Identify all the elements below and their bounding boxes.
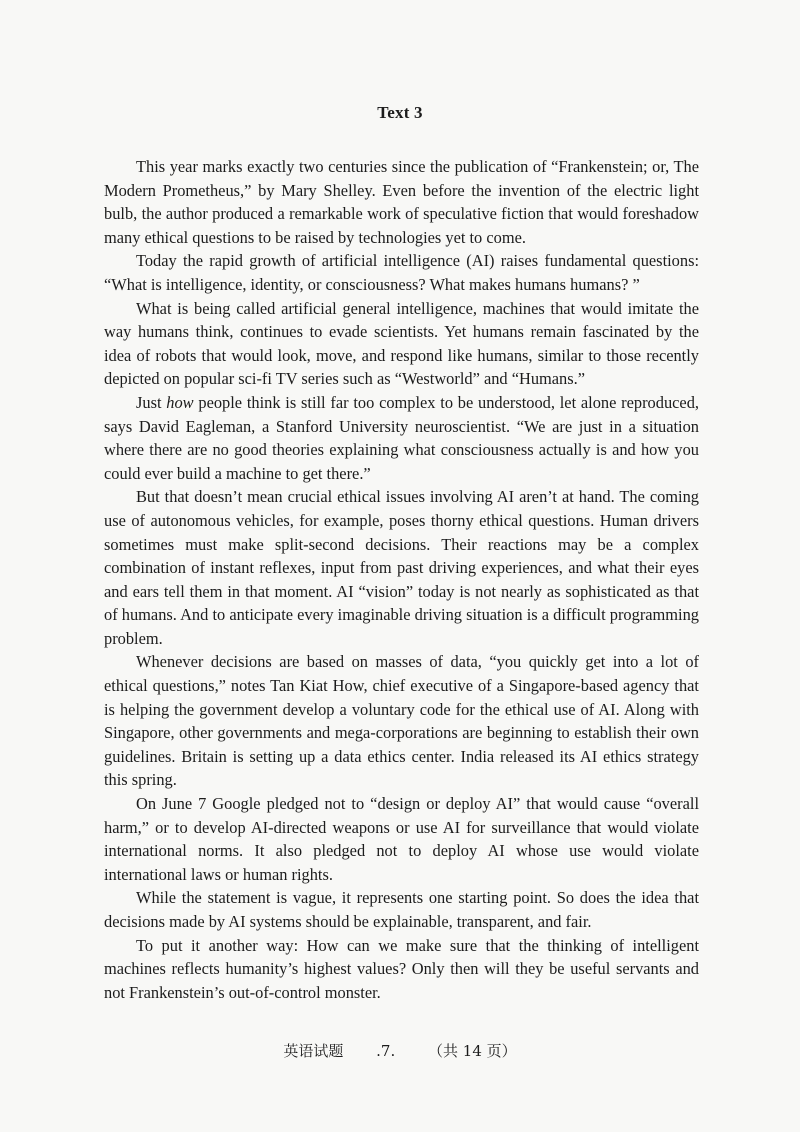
paragraph-2: Today the rapid growth of artificial intelligence (AI) raises fundamental questions: “What is intelligence, identity, or consciousness? What makes humans humans? ” (104, 251, 699, 294)
paragraph-7: On June 7 Google pledged not to “design or deploy AI” that would cause “overall harm,” or to develop AI-directed weapons or use AI for surveillance that would violate international norms. It also pledged not to deploy AI whose use would violate international laws or human rights. (104, 794, 699, 884)
footer-total-pages: （共 14 页） (428, 1042, 517, 1060)
paragraph-4-prefix: Just (136, 392, 167, 412)
page-footer (0, 1041, 800, 1061)
paragraph-6: Whenever decisions are based on masses of data, “you quickly get into a lot of ethical questions,” notes Tan Kiat How, chief executive of a Singapore-based agency that is helping the government develop a voluntary code for the ethical use of AI. Along with Singapore, other governments and mega-corporations are beginning to establish their own guidelines. Britain is setting up a data ethics center. India released its AI ethics strategy this spring. (104, 652, 699, 790)
footer-subject: 英语试题 (283, 1042, 344, 1060)
paragraph-8: While the statement is vague, it represents one starting point. So does the idea that decisions made by AI systems should be explainable, transparent, and fair. (104, 888, 699, 931)
paragraph-5: But that doesn’t mean crucial ethical issues involving AI aren’t at hand. The coming use of autonomous vehicles, for example, poses thorny ethical questions. Human drivers sometimes must make split-second decisions. Their reactions may be a complex combination of instant reflexes, input from past driving experiences, and what their eyes and ears tell them in that moment. AI “vision” today is not nearly as sophisticated as that of humans. And to anticipate every imaginable driving situation is a difficult programming problem. (104, 487, 699, 648)
paragraph-1: This year marks exactly two centuries since the publication of “Frankenstein; or, The Modern Prometheus,” by Mary Shelley. Even before the invention of the electric light bulb, the author produced a remarkable work of speculative fiction that would foreshadow many ethical questions to be raised by technologies yet to come. (104, 157, 699, 247)
footer-page-number: .7. (376, 1042, 396, 1060)
emphasis-how: how (166, 392, 194, 412)
paragraph-4-suffix: people think is still far too complex to be understood, let alone reproduced, says David Eagleman, a Stanford University neuroscientist. “We are just in a situation where there are no good theories explaining what consciousness actually is and how you could ever build a machine to get there.” (104, 392, 699, 483)
passage-body (104, 155, 699, 1004)
paragraph-9: To put it another way: How can we make sure that the thinking of intelligent machines reflects humanity’s highest values? Only then will they be useful servants and not Frankenstein’s out-of-control monster. (104, 935, 699, 1002)
paragraph-3: What is being called artificial general intelligence, machines that would imitate the way humans think, continues to evade scientists. Yet humans remain fascinated by the idea of robots that would look, move, and respond like humans, similar to those recently depicted on popular sci-fi TV series such as “Westworld” and “Humans.” (104, 298, 699, 389)
paragraph-4 (104, 391, 699, 485)
passage-title: Text 3 (377, 103, 423, 122)
